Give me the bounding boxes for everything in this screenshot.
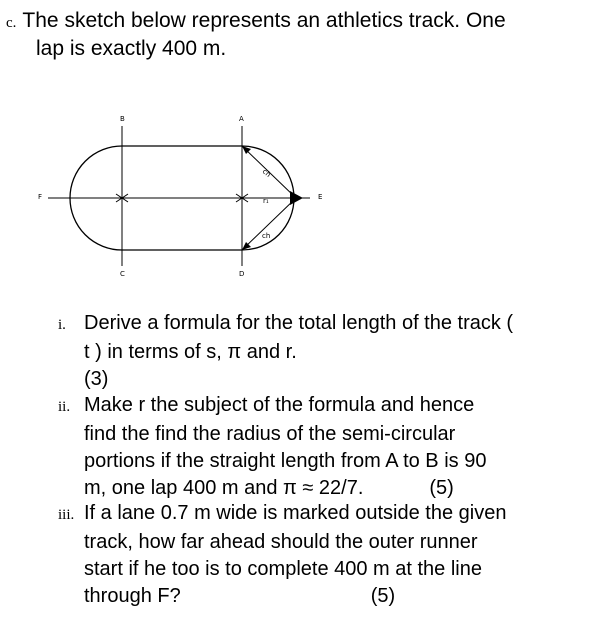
label-b: B: [120, 115, 125, 123]
question-ii-line-2: find the find the radius of the semi-circular: [84, 423, 456, 445]
intro-line-2: lap is exactly 400 m.: [36, 37, 227, 60]
question-i-line-2: t ) in terms of s, π and r.: [84, 341, 297, 363]
question-iii-line-1: [58, 500, 603, 529]
label-c: C: [120, 270, 125, 278]
question-iii-line-4-text: through F?: [84, 585, 181, 607]
track-sketch: [0, 0, 615, 300]
question-iii-line-4: [58, 583, 603, 610]
question-iii-line-3: start if he too is to complete 400 m at the line: [84, 558, 482, 580]
question-ii-label: ii.: [58, 399, 71, 415]
question-ii-line-3: portions if the straight length from A to B is 90: [84, 450, 487, 472]
label-e: E: [318, 193, 323, 201]
question-i-line-1: [58, 310, 603, 339]
question-i-marks: (3): [84, 368, 109, 390]
label-f: F: [38, 193, 43, 201]
label-d: D: [239, 270, 245, 278]
arrowhead-right: [290, 191, 303, 205]
question-ii-line-1: [58, 392, 603, 421]
question-i: [58, 310, 603, 393]
label-r: r₁: [263, 197, 269, 205]
label-ch-bottom: ch: [262, 232, 271, 240]
question-ii-line-4: [58, 475, 603, 502]
question-iii-line-2: track, how far ahead should the outer runner: [84, 531, 478, 553]
label-ch-top: ch: [260, 167, 273, 179]
label-a: A: [239, 115, 244, 123]
question-i-line-1-text: Derive a formula for the total length of the track (: [84, 312, 514, 334]
question-iii-marks: (5): [370, 585, 396, 607]
question-i-label: i.: [58, 317, 66, 333]
question-iii: [58, 500, 603, 610]
question-ii: [58, 392, 603, 502]
intro-line-1-text: The sketch below represents an athletics track. One: [22, 9, 506, 32]
part-label: c.: [6, 15, 17, 31]
question-ii-line-1-text: Make r the subject of the formula and hence: [84, 394, 475, 416]
question-ii-line-4-text: m, one lap 400 m and π ≈ 22/7.: [84, 477, 364, 499]
question-ii-marks: (5): [429, 477, 454, 499]
question-iii-label: iii.: [58, 507, 75, 523]
question-iii-line-1-text: If a lane 0.7 m wide is marked outside the given: [84, 502, 507, 524]
